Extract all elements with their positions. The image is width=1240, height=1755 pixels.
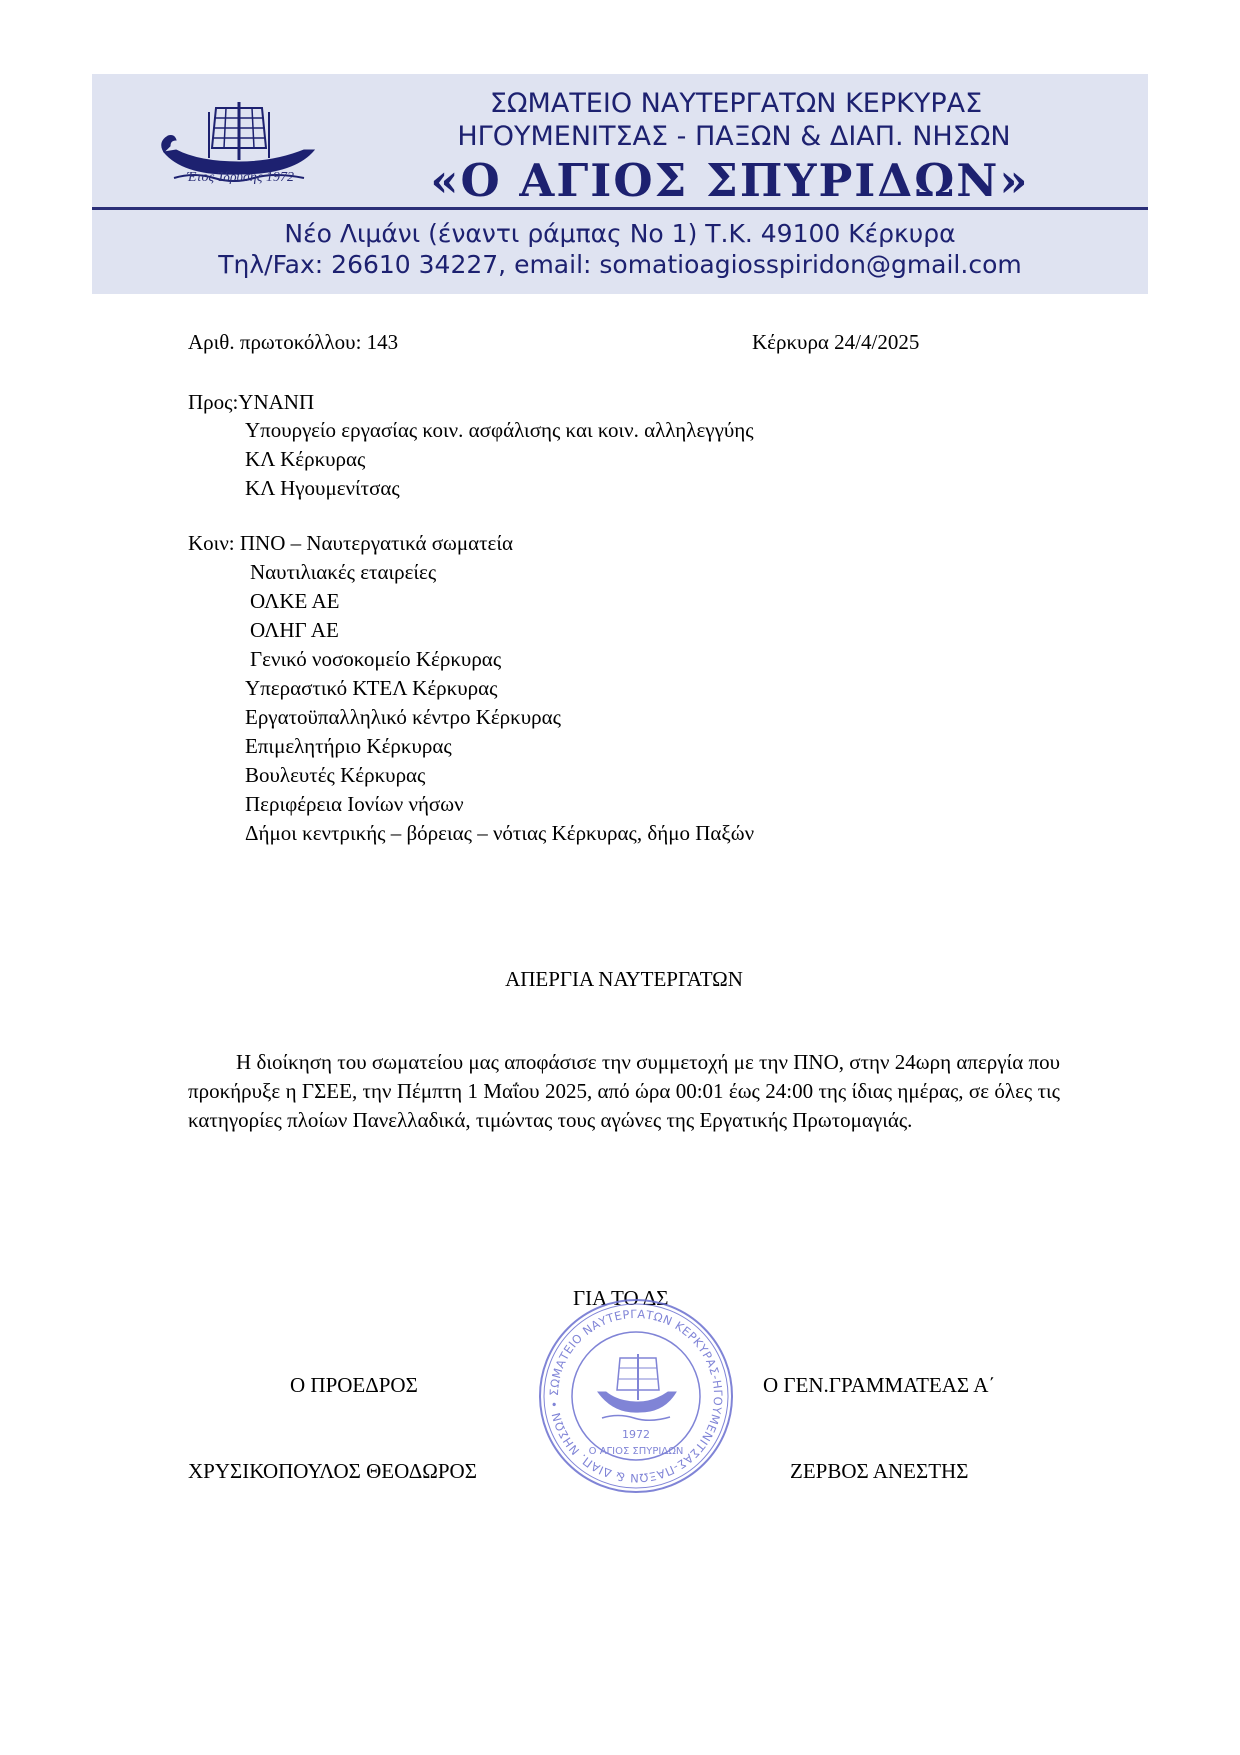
recipient-cc-item: Βουλευτές Κέρκυρας <box>245 763 426 787</box>
protocol-number: Αριθ. πρωτοκόλλου: 143 <box>188 330 399 354</box>
union-stamp <box>536 1296 736 1496</box>
letterhead-address: Νέο Λιμάνι (έναντι ράμπας Νο 1) Τ.Κ. 49100 Κέρκυρα <box>284 219 956 248</box>
founded-year: Έτος Ίδρυσης 1972 <box>186 170 294 185</box>
recipient-cc-item: Εργατοϋπαλληλικό κέντρο Κέρκυρας <box>245 705 561 729</box>
recipient-cc-item: Δήμοι κεντρικής – βόρειας – νότιας Κέρκυρας, δήμο Παξών <box>245 821 755 845</box>
svg-text:ΣΩΜΑΤΕΙΟ ΝΑΥΤΕΡΓΑΤΩΝ ΚΕΡΚΥΡΑΣ- <box>547 1307 725 1485</box>
union-name-line2: ΗΓΟΥΜΕΝΙΤΣΑΣ - ΠΑΞΩΝ & ΔΙΑΠ. ΝΗΣΩΝ <box>457 121 1011 152</box>
secretary-title: Ο ΓΕΝ.ΓΡΑΜΜΑΤΕΑΣ Α΄ <box>763 1373 996 1397</box>
recipient-to-item: ΚΛ Κέρκυρας <box>245 447 366 471</box>
union-name-title: «Ο ΑΓΙΟΣ ΣΠΥΡΙΔΩΝ» <box>430 154 1030 207</box>
recipient-cc-item: Ναυτιλιακές εταιρείες <box>250 560 437 584</box>
for-board-label: ΓΙΑ ΤΟ ΔΣ <box>573 1286 669 1310</box>
recipient-cc-item: Περιφέρεια Ιονίων νήσων <box>245 792 464 816</box>
recipient-cc-item: Επιμελητήριο Κέρκυρας <box>245 734 452 758</box>
letterhead-divider <box>92 207 1148 210</box>
place-date: Κέρκυρα 24/4/2025 <box>752 330 920 354</box>
letterhead-contact: Τηλ/Fax: 26610 34227, email: somatioagiosspiridon@gmail.com <box>218 250 1022 279</box>
union-name-line1: ΣΩΜΑΤΕΙΟ ΝΑΥΤΕΡΓΑΤΩΝ ΚΕΡΚΥΡΑΣ <box>489 88 983 119</box>
recipient-cc-item: ΟΛΚΕ ΑΕ <box>250 589 340 613</box>
president-name: ΧΡΥΣΙΚΟΠΟΥΛΟΣ ΘΕΟΔΩΡΟΣ <box>188 1459 477 1483</box>
recipient-to-item: Υπουργείο εργασίας κοιν. ασφάλισης και κοιν. αλληλεγγύης <box>245 418 754 442</box>
stamp-year: 1972 <box>622 1428 650 1441</box>
recipient-cc-label: Κοιν: ΠΝΟ – Ναυτεργατικά σωματεία <box>188 531 514 555</box>
recipient-to-item: ΚΛ Ηγουμενίτσας <box>245 476 400 500</box>
recipient-to-label: Προς:ΥΝΑΝΠ <box>188 390 315 414</box>
recipient-cc-item: ΟΛΗΓ ΑΕ <box>250 618 339 642</box>
recipient-cc-item: Υπεραστικό ΚΤΕΛ Κέρκυρας <box>245 676 498 700</box>
subject-title: ΑΠΕΡΓΙΑ ΝΑΥΤΕΡΓΑΤΩΝ <box>505 967 743 991</box>
stamp-ring-text: ΣΩΜΑΤΕΙΟ ΝΑΥΤΕΡΓΑΤΩΝ ΚΕΡΚΥΡΑΣ-ΗΓΟΥΜΕΝΙΤΣΑΣ-ΠΑΞΩΝ & ΔΙΑΠ. ΝΗΣΩΝ • <box>546 1306 726 1486</box>
letterhead <box>92 74 1148 294</box>
secretary-name: ΖΕΡΒΟΣ ΑΝΕΣΤΗΣ <box>790 1459 969 1483</box>
recipient-cc-item: Γενικό νοσοκομείο Κέρκυρας <box>250 647 502 671</box>
stamp-ship-icon <box>598 1354 676 1420</box>
stamp-inner-text: Ο ΑΓΙΟΣ ΣΠΥΡΙΔΩΝ <box>588 1446 684 1457</box>
body-paragraph: Η διοίκηση του σωματείου μας αποφάσισε την συμμετοχή με την ΠΝΟ, στην 24ωρη απεργία που προκήρυξε η ΓΣΕΕ, την Πέμπτη 1 Μαΐου 2025, από ώρα 00:01 έως 24:00 της ίδιας ημέρας, σε όλες τις κατηγορίες πλοίων Πανελλαδικά, τιμώντας τους αγώνες της Εργατικής Πρωτομαγιάς. <box>188 1050 1060 1132</box>
president-title: Ο ΠΡΟΕΔΡΟΣ <box>290 1373 418 1397</box>
